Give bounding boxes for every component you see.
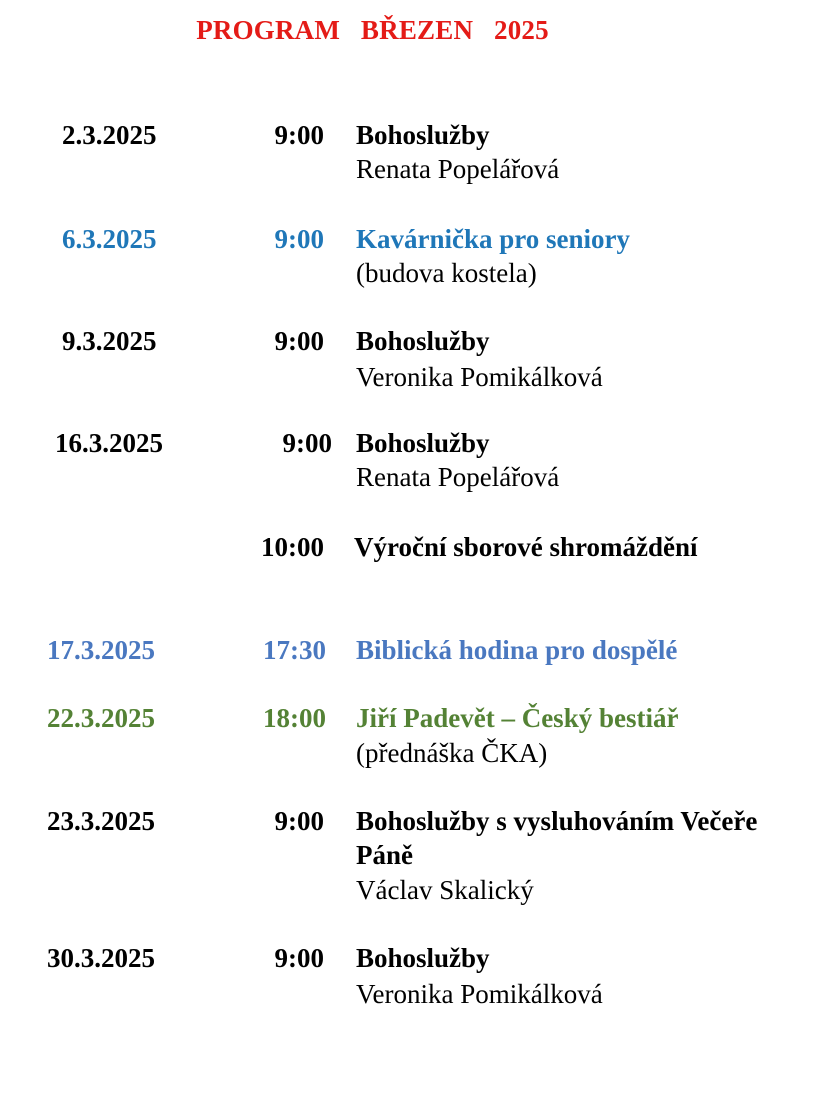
event-detail: Renata Popelářová xyxy=(356,154,560,184)
event-date: 30.3.2025 xyxy=(47,943,155,973)
event-name: Bohoslužby s vysluhováním Večeře xyxy=(356,806,758,836)
event-time: 9:00 xyxy=(282,428,332,458)
event-time: 9:00 xyxy=(274,943,324,973)
event-name: Biblická hodina pro dospělé xyxy=(356,635,678,665)
event-time: 18:00 xyxy=(263,703,326,733)
event-name: Bohoslužby xyxy=(356,326,490,356)
event-name: Bohoslužby xyxy=(356,120,490,150)
event-name-continued: Páně xyxy=(356,840,413,870)
event-detail: Veronika Pomikálková xyxy=(356,362,603,392)
event-date: 6.3.2025 xyxy=(62,224,157,254)
event-date: 17.3.2025 xyxy=(47,635,155,665)
page-title: PROGRAM BŘEZEN 2025 xyxy=(196,15,549,45)
event-date: 16.3.2025 xyxy=(55,428,163,458)
event-date: 2.3.2025 xyxy=(62,120,157,150)
event-time: 10:00 xyxy=(261,532,324,562)
event-detail: Renata Popelářová xyxy=(356,462,560,492)
event-name: Bohoslužby xyxy=(356,943,490,973)
event-time: 9:00 xyxy=(274,120,324,150)
event-date: 23.3.2025 xyxy=(47,806,155,836)
event-detail: (budova kostela) xyxy=(356,258,537,288)
event-detail: (přednáška ČKA) xyxy=(356,738,548,768)
event-name: Bohoslužby xyxy=(356,428,490,458)
event-time: 9:00 xyxy=(274,326,324,356)
event-name: Výroční sborové shromáždění xyxy=(354,532,698,562)
event-date: 22.3.2025 xyxy=(47,703,155,733)
event-time: 17:30 xyxy=(263,635,326,665)
event-date: 9.3.2025 xyxy=(62,326,157,356)
event-detail: Václav Skalický xyxy=(356,875,534,905)
event-detail: Veronika Pomikálková xyxy=(356,979,603,1009)
event-time: 9:00 xyxy=(274,224,324,254)
event-name: Kavárnička pro seniory xyxy=(356,224,631,254)
event-time: 9:00 xyxy=(274,806,324,836)
event-name: Jiří Padevět – Český bestiář xyxy=(356,703,679,733)
